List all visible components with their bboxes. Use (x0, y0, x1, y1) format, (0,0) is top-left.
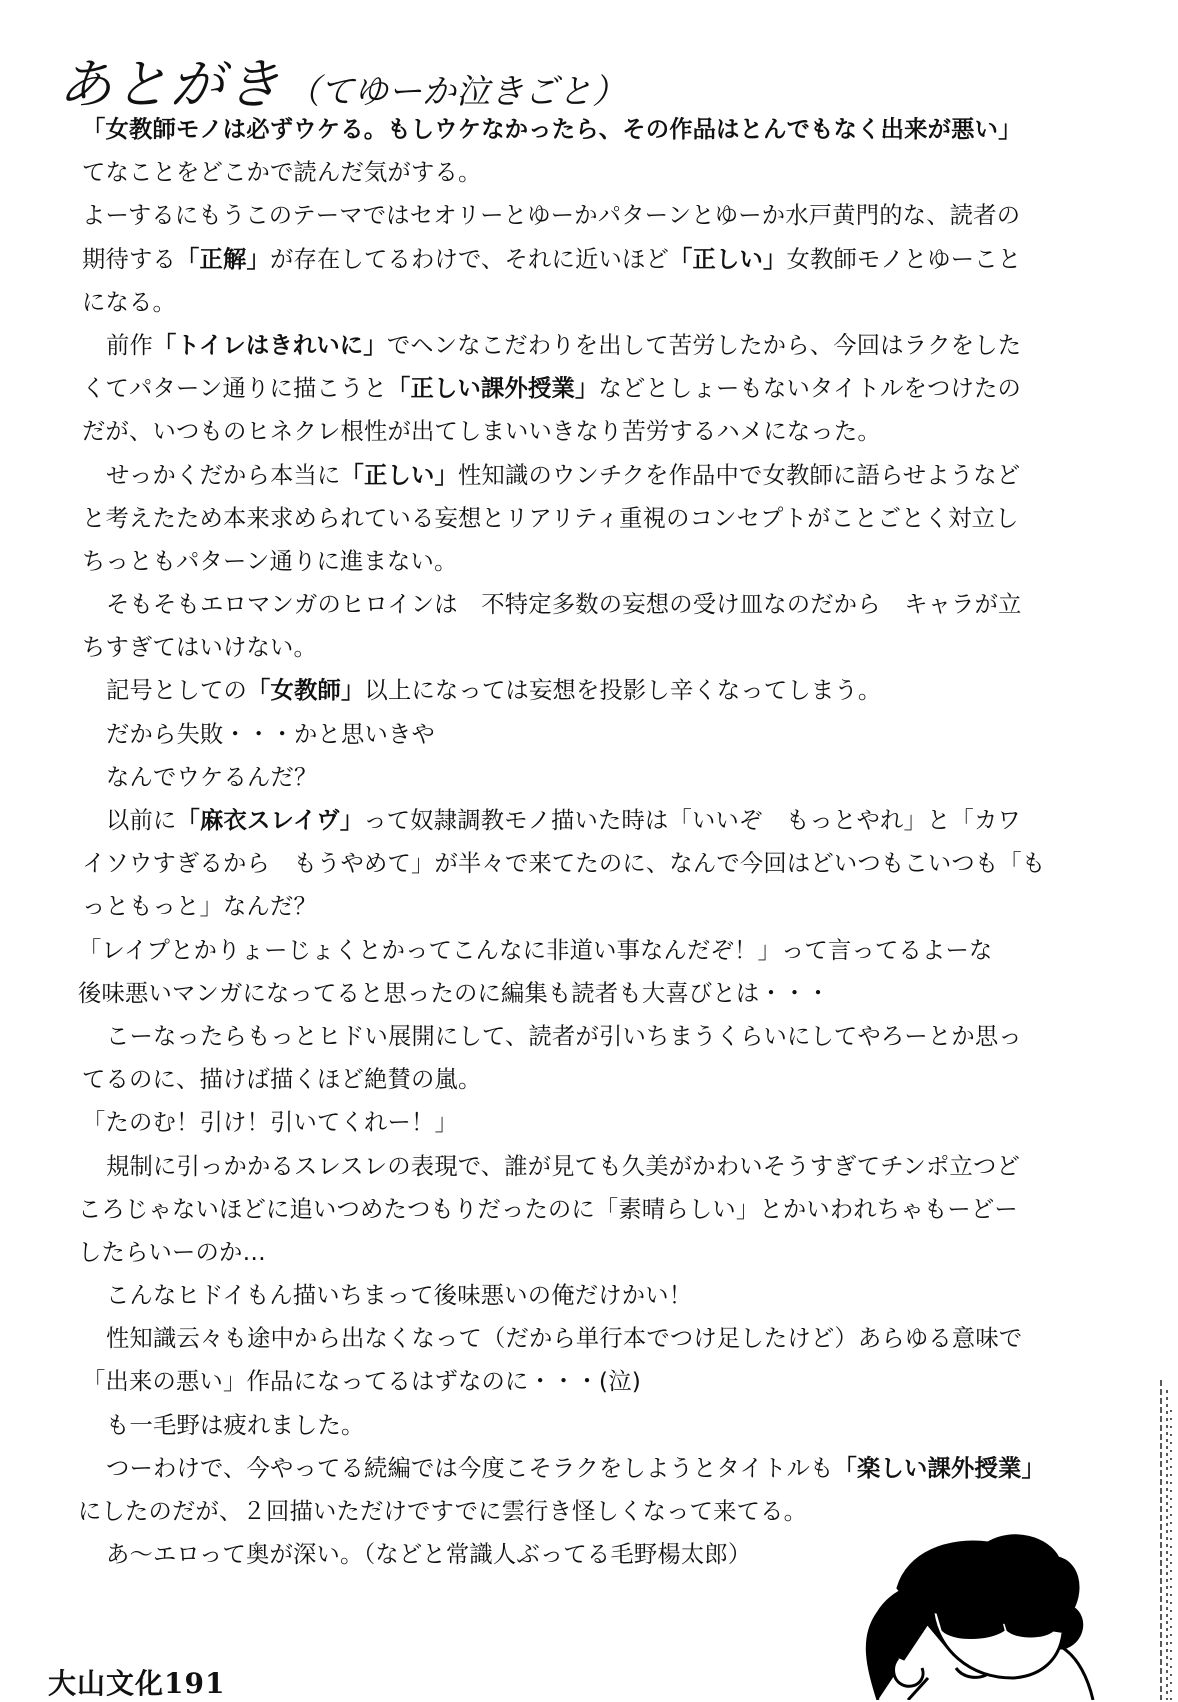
emphasized-text: 「正しい課外授業」 (387, 375, 599, 403)
text-segment: 前作 (106, 331, 153, 359)
text-line (82, 151, 1112, 194)
text-line (82, 1404, 1112, 1447)
text-line (82, 410, 1112, 453)
text-line (82, 238, 1112, 281)
emphasized-text: 「正しい」 (668, 245, 787, 273)
text-segment: てるのに、描けば描くほど絶賛の嵐。 (82, 1066, 482, 1094)
page-edge-artifact (1155, 1380, 1175, 1700)
text-line (78, 1231, 1112, 1274)
text-line (82, 756, 1112, 799)
text-segment: したらいーのか… (78, 1238, 266, 1266)
text-segment: つーわけで、今やってる続編では今度こそラクをしようとタイトルも (106, 1454, 834, 1482)
text-segment: 以前に (106, 807, 177, 834)
text-line (82, 799, 1112, 842)
title-subtitle: （てゆーか泣きごと） (286, 72, 626, 112)
emphasized-text: 「麻衣スレイヴ」 (176, 807, 364, 834)
text-segment: イソウすぎるから もうやめて」が半々で来てたのに、なんで今回はどいつもこいつも「も (82, 850, 1046, 878)
text-segment: せっかくだから本当に (106, 461, 341, 489)
text-segment: にしたのだが、２回描いただけですでに雲行き怪しくなって来てる。 (78, 1498, 808, 1525)
text-line (82, 454, 1112, 497)
emphasized-text: 「正解」 (176, 245, 270, 273)
emphasized-text: 「正しい」 (340, 461, 458, 489)
text-line (82, 669, 1112, 712)
text-line (78, 1188, 1112, 1231)
text-line (82, 885, 1112, 928)
text-line (82, 540, 1112, 583)
text-line (78, 929, 1112, 972)
page-footer-label: 大山文化191 (48, 1667, 226, 1700)
text-segment: ころじゃないほどに追いつめたつもりだったのに「素晴らしい」とかいわれちゃもーどー (78, 1195, 1018, 1223)
author-self-portrait-illustration (838, 1518, 1108, 1700)
text-line (82, 1101, 1112, 1144)
text-segment: 女教師モノとゆーこと (786, 245, 1022, 273)
text-line (82, 1274, 1112, 1317)
text-segment: っともっと」なんだ？ (82, 893, 317, 921)
text-segment: 性知識のウンチクを作品中で女教師に語らせようなど (458, 461, 1021, 489)
text-segment: ちっともパターン通りに進まない。 (82, 547, 458, 575)
afterword-body (78, 108, 1112, 1576)
text-line (82, 108, 1112, 151)
text-segment: 「出来の悪い」作品になってるはずなのに・・・(泣) (82, 1368, 642, 1396)
text-line (82, 1058, 1112, 1101)
text-segment: も一毛野は疲れました。 (106, 1411, 365, 1439)
text-segment: くてパターン通りに描こうと (82, 375, 387, 403)
text-segment: こんなヒドイもん描いちまって後味悪いの俺だけかい！ (106, 1282, 693, 1310)
text-segment: などとしょーもないタイトルをつけたの (598, 375, 1021, 403)
text-line (82, 194, 1112, 237)
title-main: あとがき (58, 53, 282, 116)
text-segment: そもそもエロマンガのヒロインは 不特定多数の妄想の受け皿なのだから キャラが立 (106, 591, 1022, 619)
text-line (82, 842, 1112, 885)
text-line (82, 1015, 1112, 1058)
text-segment: でヘンなこだわりを出して苦労したから、今回はラクをした (386, 331, 1022, 359)
text-line (82, 626, 1112, 669)
text-line (82, 367, 1112, 410)
text-line (82, 1360, 1112, 1403)
emphasized-text: 「女教師モノは必ずウケる。もしウケなかったら、その作品はとんでもなく出来が悪い」 (82, 116, 1022, 143)
text-segment: 記号としての (106, 677, 247, 705)
text-segment: ちすぎてはいけない。 (82, 634, 317, 662)
text-line (82, 497, 1112, 540)
text-line (82, 1447, 1112, 1490)
text-segment: 「たのむ！引け！引いてくれー！」 (82, 1109, 458, 1137)
text-segment: になる。 (82, 288, 176, 316)
text-segment: てなことをどこかで読んだ気がする。 (82, 159, 482, 187)
text-segment: 性知識云々も途中から出なくなって（だから単行本でつけ足したけど）あらゆる意味で (106, 1325, 1023, 1353)
emphasized-text: 「楽しい課外授業」 (833, 1454, 1045, 1482)
text-segment: 以上になっては妄想を投影し辛くなってしまう。 (364, 677, 882, 705)
text-segment: だが、いつものヒネクレ根性が出てしまいいきなり苦労するハメになった。 (82, 418, 881, 446)
text-segment: あ～エロって奥が深い。（などと常識人ぶってる毛野楊太郎） (106, 1541, 752, 1569)
text-segment: 「レイプとかりょーじょくとかってこんなに非道い事なんだぞ！」って言ってるよーな (78, 936, 993, 964)
text-segment: こーなったらもっとヒドい展開にして、読者が引いちまうくらいにしてやろーとか思っ (106, 1022, 1022, 1050)
text-line (82, 1317, 1112, 1360)
emphasized-text: 「女教師」 (246, 677, 365, 705)
text-segment: 規制に引っかかるスレスレの表現で、誰が見ても久美がかわいそうすぎてチンポ立つど (106, 1152, 1021, 1180)
text-line (82, 324, 1112, 367)
text-segment: と考えたため本来求められている妄想とリアリティ重視のコンセプトがことごとく対立し (82, 504, 1019, 532)
text-segment: 後味悪いマンガになってると思ったのに編集も読者も大喜びとは・・・ (78, 979, 830, 1007)
text-segment: よーするにもうこのテーマではセオリーとゆーかパターンとゆーか水戸黄門的な、読者の (82, 202, 1021, 230)
text-segment: が存在してるわけで、それに近いほど (270, 245, 669, 273)
text-line (82, 713, 1112, 756)
text-segment: って奴隷調教モノ描いた時は「いいぞ もっとやれ」と「カワ (363, 807, 1021, 834)
text-segment: 期待する (82, 245, 176, 273)
text-segment: なんでウケるんだ？ (106, 763, 318, 791)
text-line (82, 583, 1112, 626)
text-segment: だから失敗・・・かと思いきや (106, 720, 435, 748)
text-line (82, 1145, 1112, 1188)
text-line (78, 972, 1112, 1015)
emphasized-text: 「トイレはきれいに」 (153, 331, 387, 359)
text-line (82, 281, 1112, 324)
